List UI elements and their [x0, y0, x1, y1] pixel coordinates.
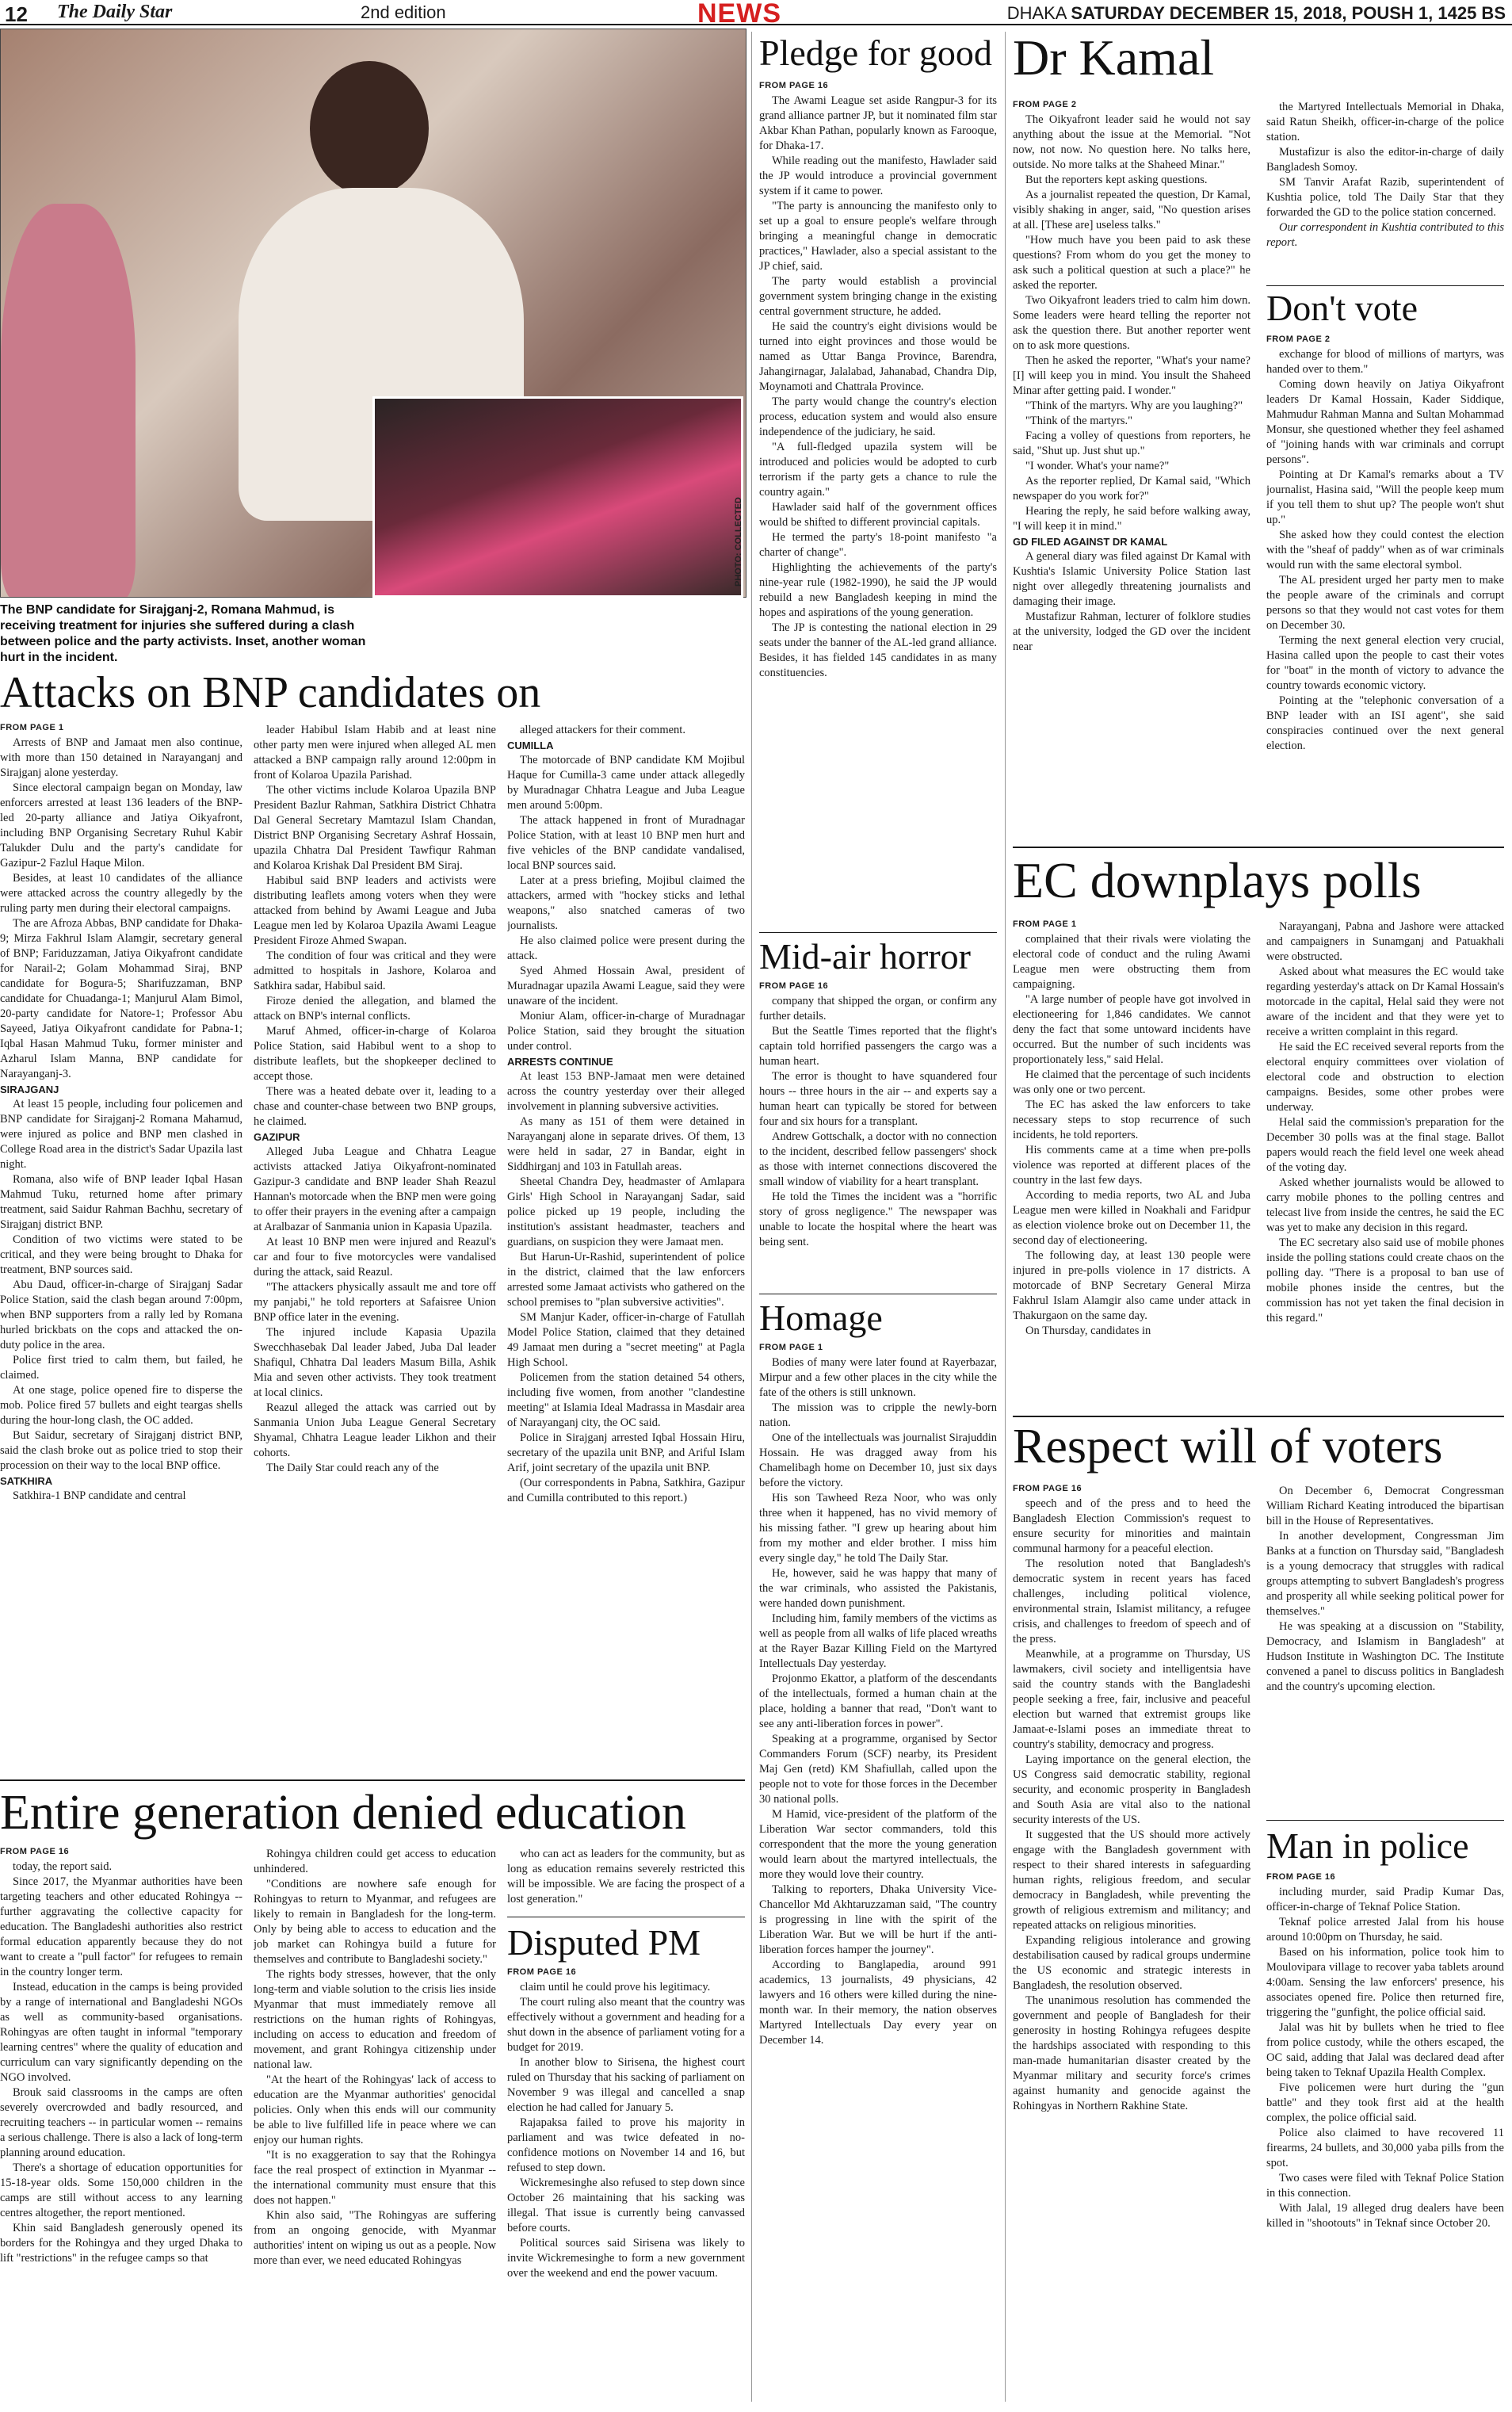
inset-photo [372, 396, 743, 598]
paragraph: The resolution noted that Bangladesh's democratic system in recent years has faced challenges, including political violence, environmental strain, Islamist militancy, a refugee crisis, and challenges to freedom of speech and of the press. [1013, 1558, 1250, 1646]
paragraph: Two cases were filed with Teknaf Police Station in this connection. [1266, 2172, 1504, 2200]
divider-respect [1013, 1416, 1504, 1417]
photo-caption: The BNP candidate for Sirajganj-2, Romana Mahmud, is receiving treatment for injuries she suffered during a clash between police and the party activists. Inset, another woman hurt in the incident. [0, 603, 366, 664]
paragraph: SM Manjur Kader, officer-in-charge of Fatullah Model Police Station, claimed that they detained 49 Jamaat men during a "secret meeting" at Pagla High School. [507, 1311, 745, 1369]
paragraph: Abu Daud, officer-in-charge of Sirajganj Sadar Police Station, said the clash began around 7:00pm, when BNP supporters from a rally led by Romana hurled brickbats on the cops and attacked the on-duty police in the area. [0, 1279, 242, 1351]
paragraph: It suggested that the US should more actively engage with the Bangladesh government with respect to their shared interests in safeguarding human rights, religious freedom, and secular democracy in Bangladesh, while preventing the growth of religious extremism and militancy; and repeated attacks on religious minorities. [1013, 1829, 1250, 1932]
paragraph: With Jalal, 19 alleged drug dealers have been killed in "shootouts" in Teknaf since October 20. [1266, 2202, 1504, 2230]
headline-midair: Mid-air horror [759, 936, 971, 977]
paragraph: While reading out the manifesto, Hawlader said the JP would introduce a provincial government system if it came to power. [759, 155, 997, 197]
paragraph: On Thursday, candidates in [1025, 1324, 1151, 1337]
paragraph: But Harun-Ur-Rashid, superintendent of police in the district, claimed that the law enforcers arrested some Jamaat activists who gathered on the school premises to "plan subversive activities". [507, 1251, 745, 1309]
paragraph: In another development, Congressman Jim Banks at a function on Thursday said, "Bangladesh is a young democracy that struggles with radical groups attempting to subvert Bangladesh's progress and prosperity all while seeking political power for themselves." [1266, 1530, 1504, 1618]
paragraph: Pointing at the "telephonic conversation of a BNP leader with an ISI agent", she said conspiracies continued over the next general election. [1266, 694, 1504, 752]
paragraph: The mission was to cripple the newly-born nation. [759, 1401, 997, 1429]
paragraph: Satkhira-1 BNP candidate and central [13, 1489, 186, 1502]
paragraph: At least 15 people, including four policemen and BNP candidate for Sirajganj-2 Romana Mahamud, were injured as police and BNP men clashed in College Road area in the district's Sadar Upazila last night. [0, 1098, 242, 1171]
paragraph: Arrests of BNP and Jamaat men also continue, with more than 150 detained in Narayanganj and Sirajganj alone yesterday. [0, 736, 242, 779]
paragraph: The Awami League set aside Rangpur-3 for its grand alliance partner JP, but it nominated film star Akbar Khan Pathan, popularly known as Farooque, for Dhaka-17. [759, 94, 997, 152]
subheading: SATKHIRA [0, 1475, 53, 1487]
edition-label: 2nd edition [361, 2, 446, 22]
dateline [1007, 3, 1506, 24]
paragraph: Policemen from the station detained 54 others, including five women, from another "clandestine meeting" at Islamia Ideal Madrassa in Masdair area of Narayanganj city, the OC said. [507, 1371, 745, 1429]
paragraph: the Martyred Intellectuals Memorial in Dhaka, said Ratun Sheikh, officer-in-charge of the police station. [1266, 101, 1504, 143]
paragraph: But Saidur, secretary of Sirajganj district BNP, said the clash broke out as police tried to stop their procession on their way to the local BNP office. [0, 1429, 242, 1472]
paragraph: At least 153 BNP-Jamaat men were detained across the country yesterday over their alleged involvement in planning subversive activities. [507, 1070, 745, 1113]
paragraph: Two Oikyafront leaders tried to calm him down. Some leaders were heard telling the reporter not ask the question there. But another reporter went on to ask more questions. [1013, 294, 1250, 352]
from-disputed: FROM PAGE 16 [507, 1967, 577, 1977]
paragraph: The motorcade of BNP candidate KM Mojibul Haque for Cumilla-3 came under attack allegedly by Muradnagar Chhatra League and Juba League men around 5:00pm. [507, 754, 745, 812]
paragraph: "A large number of people have got involved in electioneering for 1,846 candidates. We cannot deny the fact that some untoward incidents have occurred. But the number of such incidents was proportionately less," said Helal. [1013, 993, 1250, 1066]
dateline-date: SATURDAY DECEMBER 15, 2018, POUSH 1, 1425 BS [1071, 3, 1506, 23]
photo-credit: PHOTO: COLLECTED [734, 497, 743, 587]
paragraph: At least 10 BNP men were injured and Reazul's car and four to five motorcycles were vandalised during the attack, said Reazul. [254, 1236, 496, 1279]
paragraph: Since 2017, the Myanmar authorities have been targeting teachers and other educated Rohingya -- further aggravating the collective capacity for education. The Bangladeshi authorities also restrict formal education apparently because they do not want to create a "pull factor" for refugees to remain in the country longer term. [0, 1875, 242, 1978]
paragraph: Facing a volley of questions from reporters, he said, "Shut up. Just shut up." [1013, 430, 1250, 457]
paragraph: Since electoral campaign began on Monday, law enforcers arrested at least 136 leaders of the BNP-led 20-party alliance and Jatiya Oikyafront, including BNP Organising Secretary Ruhul Kabir Talukder Dulu and the party's candidate for Gazipur-2 Fazlul Haque Milon. [0, 782, 242, 870]
paragraph: The JP is contesting the national election in 29 seats under the banner of the AL-led grand alliance. Besides, it has fielded 145 candidates in as many constituencies. [759, 621, 997, 679]
paragraph: including murder, said Pradip Kumar Das, officer-in-charge of Teknaf Police Station. [1266, 1886, 1504, 1913]
headline-dontvote: Don't vote [1266, 288, 1418, 328]
subheading: GAZIPUR [254, 1131, 300, 1143]
paragraph: Talking to reporters, Dhaka University Vice-Chancellor Md Akhtaruzzaman said, "The country is progressing in line with the spirit of the Liberation War. But we will be hurt if the anti-liberation forces hamper the journey". [759, 1883, 997, 1956]
ec-col-2 [1266, 919, 1504, 1411]
subheading: SIRAJGANJ [0, 1084, 59, 1095]
paragraph: complained that their rivals were violating the electoral code of conduct and the ruling Awami League men were obstructing them from campaigning. [1013, 933, 1250, 991]
paragraph: The EC has asked the law enforcers to take necessary steps to stop recurrence of such incidents, he told reporters. [1013, 1099, 1250, 1141]
paragraph: Laying importance on the general election, the US Congress said democratic stability, regional security, and economic prosperity in Bangladesh and South Asia are vital also to the national security interests of the US. [1013, 1753, 1250, 1826]
paragraph: Narayanganj, Pabna and Jashore were attacked and campaigners in Sunamganj and Patuakhali were obstructed. [1266, 920, 1504, 963]
paragraph: "A full-fledged upazila system will be introduced and policies would be adopted to curb terrorism if the party gets a chance to rule the country again." [759, 441, 997, 499]
paragraph: According to media reports, two AL and Juba League men were killed in Noakhali and Faridpur as election violence broke out on December 11, the second day of electioneering. [1013, 1189, 1250, 1247]
paragraph: "Think of the martyrs." [1025, 415, 1133, 427]
paragraph: He also claimed police were present during the attack. [507, 935, 745, 962]
paragraph: She asked how they could contest the election with the "sheaf of paddy" when as of war criminals would run with the same electoral symbol. [1266, 529, 1504, 571]
paragraph: There's a shortage of education opportunities for 15-18-year olds. Some 150,000 children in the camps are still without access to any learning centres altogether, the report mentioned. [0, 2162, 242, 2219]
paragraph: company that shipped the organ, or confirm any further details. [759, 995, 997, 1023]
paragraph: Condition of two victims were stated to be critical, and they were being brought to Dhaka for treatment, BNP sources said. [0, 1233, 242, 1276]
from-education: FROM PAGE 16 [0, 1847, 70, 1856]
paragraph: Romana, also wife of BNP leader Iqbal Hasan Mahmud Tuku, returned home after primary treatment, said Saidur Rahman Bachhu, secretary of Sirajganj district BNP. [0, 1173, 242, 1231]
paragraph: He told the Times the incident was a "horrific story of gross negligence." The newspaper was unable to locate the hospital where the heart was being sent. [759, 1191, 997, 1248]
paragraph: The Daily Star could reach any of the [266, 1462, 439, 1474]
from-attacks: FROM PAGE 1 [0, 723, 64, 732]
paragraph: Habibul said BNP leaders and activists were distributing leaflets among voters when they were attacked from behind by Awami League and Juba League men led by Kolaroa Upazila Awami League President Firoze Ahmed Swapan. [254, 874, 496, 947]
paragraph: The attack happened in front of Muradnagar Police Station, with at least 10 BNP men hurt and five vehicles of the BNP candidate vandalised, local BNP sources said. [507, 814, 745, 872]
midair-body [759, 994, 997, 1289]
paragraph: "Conditions are nowhere safe enough for Rohingyas to return to Myanmar, and refugees are likely to remain in Bangladesh for the long-term. Only by being able to access to education and the job market can Rohingya build a future for themselves and contribute to Bangladeshi society." [254, 1878, 496, 1966]
from-pledge: FROM PAGE 16 [759, 81, 829, 90]
paragraph: Syed Ahmed Hossain Awal, president of Muradnagar upazila Awami League, said they were unaware of the incident. [507, 965, 745, 1007]
paragraph: leader Habibul Islam Habib and at least nine other party men were injured when alleged AL men attacked a BNP campaign rally around 12:00pm in front of Kolaroa Upazila Parishad. [254, 724, 496, 782]
paragraph: He was speaking at a discussion on "Stability, Democracy, and Islamism in Bangladesh" at Hudson Institute in Washington DC. The Institute convened a panel to discuss politics in Bangladesh and the country's upcoming election. [1266, 1620, 1504, 1693]
from-police: FROM PAGE 16 [1266, 1872, 1336, 1882]
photo-figure-left [1, 204, 136, 598]
subheading: CUMILLA [507, 740, 554, 751]
paragraph: He termed the party's 18-point manifesto "a charter of change". [759, 531, 997, 559]
headline-drkamal: Dr Kamal [1013, 29, 1215, 86]
paragraph: Based on his information, police took him to Moulovipara village to recover yaba tablets around 4:00am. Sensing the law enforcers' presence, his associates opened fire. Police then returned fire, triggering the "gunfight, the police official said. [1266, 1946, 1504, 2019]
paragraph: The other victims include Kolaroa Upazila BNP President Bazlur Rahman, Satkhira District Chhatra Dal General Secretary Mamtazul Islam Chandan, District BNP Organising Secretary Ashraf Hossain, upazila Chhatra Dal President Tawfiqur Rahman and Kolaroa Krishak Dal President BM Siraj. [254, 784, 496, 872]
paragraph: Including him, family members of the victims as well as people from all walks of life placed wreaths at the Rayer Bazar Killing Field on the Martyred Intellectuals Day yesterday. [759, 1612, 997, 1670]
from-midair: FROM PAGE 16 [759, 981, 829, 991]
paragraph: He said the country's eight divisions would be turned into eight provinces and those would be named as Uttar Banga Province, Barendra, Jahangirnagar, Jalalabad, Jahanabad, Chandra Dip, Moynamoti and Chattrala Province. [759, 320, 997, 393]
paragraph: But the Seattle Times reported that the flight's captain told horrified passengers the cargo was a human heart. [759, 1025, 997, 1068]
paragraph: alleged attackers for their comment. [520, 724, 685, 736]
paragraph: M Hamid, vice-president of the platform of the Liberation War sector commanders, told this correspondent that the more the young generation would learn about the martyred intellectuals, the more they would love their country. [759, 1808, 997, 1881]
paragraph: SM Tanvir Arafat Razib, superintendent of Kushtia police, told The Daily Star that they forwarded the GD to the police station concerned. [1266, 176, 1504, 219]
column-rule-b [1005, 32, 1006, 2402]
paragraph: But the reporters kept asking questions. [1025, 174, 1208, 186]
paragraph: Reazul alleged the attack was carried out by Sanmania Union Juba League General Secretary Shyamal, Chhatra League leader Likhon and their cohorts. [254, 1401, 496, 1459]
subheading: ARRESTS CONTINUE [507, 1056, 613, 1068]
paragraph: The injured include Kapasia Upazila Swecchhasebak Dal leader Jabed, Juba Dal leader Shafiqul, Chhatra Dal leaders Masum Billa, Ashik Mia and seven other activists. They took treatment at local clinics. [254, 1326, 496, 1399]
paragraph: Brouk said classrooms in the camps are often severely overcrowded and badly resourced, and recruiting teachers -- in particular women -- remains a serious challenge. There is also a lack of long-term planning around education. [0, 2086, 242, 2159]
paragraph: Khin said Bangladesh generously opened its borders for the Rohingya and they urged Dhaka to lift "restrictions" in the refugee camps so that [0, 2222, 242, 2265]
paragraph: The court ruling also meant that the country was effectively without a government and heading for a shut down in the absence of parliament voting for a budget for 2019. [507, 1996, 745, 2054]
paragraph: His comments came at a time when pre-polls violence was reported at different places of the country in the last few days. [1013, 1144, 1250, 1187]
paragraph: Coming down heavily on Jatiya Oikyafront leaders Dr Kamal Hossain, Kader Siddique, Mahmudur Rahman Manna and Sultan Mohammad Monsur, she questioned whether they feel ashamed of "joining hands with war criminals and corrupt persons". [1266, 378, 1504, 466]
paragraph: The Oikyafront leader said he would not say anything about the issue at the Memorial. "Not now, not now. No question here. No talks here, outside. No more talks at the Shaheed Minar." [1013, 113, 1250, 171]
paragraph: Firoze denied the allegation, and blamed the attack on BNP's internal conflicts. [254, 995, 496, 1023]
education-col-1 [0, 1860, 242, 2406]
paragraph: Expanding religious intolerance and growing destabilisation caused by radical groups undermine the US economic and strategic interests in Bangladesh, the resolution observed. [1013, 1934, 1250, 1992]
paragraph: Projonmo Ekattor, a platform of the descendants of the intellectuals, formed a human chain at the place, holding a banner that read, "Don't want to see any anti-liberation forces in power". [759, 1672, 997, 1730]
homage-body [759, 1355, 997, 2406]
paragraph: "How much have you been paid to ask these questions? From whom do you get the money to ask such a political question at such a place?" he asked the reporter. [1013, 234, 1250, 292]
divider-education [0, 1779, 745, 1781]
paragraph: speech and of the press and to heed the Bangladesh Election Commission's request to ensure security for minorities and maintain communal harmony for a peaceful election. [1013, 1497, 1250, 1555]
headline-attacks: Attacks on BNP candidates on [0, 668, 541, 717]
paragraph: Hawlader said half of the government offices would be shifted to different provincial capitals. [759, 501, 997, 529]
paragraph: Later at a press briefing, Mojibul claimed the attackers, armed with "hockey sticks and lethal weapons," also snatched cameras of two journalists. [507, 874, 745, 932]
paragraph: The EC secretary also said use of mobile phones inside the polling stations could create chaos on the polling day. "There is a proposal to ban use of mobile phones inside the centres, but the commission has not yet taken the final decision in this regard." [1266, 1237, 1504, 1324]
pledge-body [759, 94, 997, 938]
divider-dontvote [1266, 285, 1504, 286]
headline-pledge: Pledge for good [759, 32, 992, 73]
paragraph: "Think of the martyrs. Why are you laughing?" [1025, 399, 1243, 412]
divider-midair [759, 932, 997, 933]
from-drkamal: FROM PAGE 2 [1013, 100, 1077, 109]
paragraph: Besides, at least 10 candidates of the alliance were attacked across the country allegedly by the ruling party men during their electoral campaigns. [0, 872, 242, 915]
paragraph: Police in Sirajganj arrested Iqbal Hossain Hiru, secretary of the upazila unit BNP, and Ariful Islam Arif, joint secretary of the upazila unit BNP. [507, 1432, 745, 1474]
section-label: NEWS [697, 0, 781, 29]
divider-ec [1013, 847, 1504, 848]
paragraph: Mustafizur Rahman, lecturer of folklore studies at the university, lodged the GD over the incident near [1013, 610, 1250, 653]
ec-col-1 [1013, 932, 1250, 1411]
paragraph: His son Tawheed Reza Noor, who was only three when it happened, has no vivid memory of his missing father. "I grew up hearing about him from my mother and elder brother. I miss him every single day," he told The Daily Star. [759, 1492, 997, 1565]
paragraph: exchange for blood of millions of martyrs, was handed over to them." [1266, 348, 1504, 376]
paragraph: "I wonder. What's your name?" [1025, 460, 1170, 472]
paragraph: The party would change the country's election process, education system and would also ensure independence of the judiciary, he said. [759, 396, 997, 438]
paragraph: The rights body stresses, however, that the only long-term and viable solution to the crisis lies inside Myanmar that must immediately remove all restrictions on the human rights of Rohingyas, including on access to education and freedom of movement, and grant Rohingya citizenship under national law. [254, 1968, 496, 2071]
paragraph: He claimed that the percentage of such incidents was only one or two percent. [1013, 1068, 1250, 1096]
paragraph: Instead, education in the camps is being provided by a range of international and Bangladeshi NGOs as well as community-based organisations. Rohingyas are often taught in informal "temporary learning centres" where the quality of education and curriculum can vary significantly depending on the NGO involved. [0, 1981, 242, 2084]
column-rule-a [751, 32, 752, 2402]
paragraph: Wickremesinghe also refused to step down since October 26 maintaining that his sacking was illegal. That issue is currently being canvassed before courts. [507, 2177, 745, 2234]
paragraph: The condition of four was critical and they were admitted to hospitals in Jashore, Kolaroa and Satkhira sadar, Habibul said. [254, 950, 496, 992]
from-dontvote: FROM PAGE 2 [1266, 334, 1331, 344]
paragraph: The are Afroza Abbas, BNP candidate for Dhaka-9; Mirza Fakhrul Islam Alamgir, secretary general of BNP; Fariduzzaman, Jatiya Oikyafront candidate for Narail-2; Golam Mohammad Siraj, BNP candidate for Bogura-5; Sharifuzzaman, BNP candidate for Chuadanga-1; Manjurul Alam Bimol, 20-party candidate for Natore-1; Professor Abu Sayeed, Jatiya Oikyafront candidate for Pabna-1; Iqbal Hasan Mahmud Tuku, former minister and Azharul Islam Manna, BNP candidate for Narayanganj-3. [0, 917, 242, 1080]
paragraph: A general diary was filed against Dr Kamal with Kushtia's Islamic University Police Station last night over allegedly threatening journalists and damaging their image. [1013, 550, 1250, 608]
disputed-body [507, 1980, 745, 2406]
education-col-3 [507, 1847, 745, 1913]
paragraph: Bodies of many were later found at Rayerbazar, Mirpur and a few other places in the city while the fate of the others is still unknown. [759, 1356, 997, 1399]
paragraph: Five policemen were hurt during the "gun battle" and they took first aid at the health complex, the police official said. [1266, 2081, 1504, 2124]
paragraph: As many as 151 of them were detained in Narayanganj alone in separate drives. Of them, 13 were held in sadar, 27 in Bandar, eight in Siddhirganj and 103 in Fatullah areas. [507, 1115, 745, 1173]
police-body [1266, 1885, 1504, 2406]
dontvote-body [1266, 347, 1504, 842]
paragraph: who can act as leaders for the community, but as long as education remains severely restricted this will be impossible. We are facing the prospect of a lost generation." [507, 1848, 745, 1906]
paragraph: One of the intellectuals was journalist Sirajuddin Hossain. He was dragged away from his Chamelibagh home on December 10, just six days before the victory. [759, 1432, 997, 1489]
paragraph: The unanimous resolution has commended the government and people of Bangladesh for their generosity in hosting Rohingya refugees despite the hardships associated with responding to this man-made humanitarian disaster created by the Myanmar military and security force's crimes against humanity and genocide against the Rohingyas in Northern Rakhine State. [1013, 1994, 1250, 2112]
paragraph: On December 6, Democrat Congressman William Richard Keating introduced the bipartisan bill in the House of Representatives. [1266, 1485, 1504, 1527]
paragraph: Asked whether journalists would be allowed to carry mobile phones to the polling centres and telecast live from inside the centres, he said the EC was yet to make any decision in this regard. [1266, 1176, 1504, 1234]
paragraph: Mustafizur is also the editor-in-charge of daily Bangladesh Somoy. [1266, 146, 1504, 174]
paragraph: Speaking at a programme, organised by Sector Commanders Forum (SCF) nearby, its President Maj Gen (retd) KM Shafiullah, called upon the people not to vote for those forces in the December 30 national polls. [759, 1733, 997, 1806]
paragraph: Asked about what measures the EC would take regarding yesterday's attack on Dr Kamal Hossain's motorcade in the capital, Helal said they were not aware of the incident and that they were yet to receive a written complaint in this regard. [1266, 965, 1504, 1038]
headline-disputed: Disputed PM [507, 1922, 701, 1963]
attacks-col-1 [0, 736, 242, 1774]
paragraph: claim until he could prove his legitimacy. [520, 1981, 711, 1993]
drkamal-col-1 [1013, 113, 1250, 842]
paragraph: Police first tried to calm them, but failed, he claimed. [0, 1354, 242, 1382]
education-col-2 [254, 1847, 496, 2406]
paragraph: "The party is announcing the manifesto only to set up a goal to ensure people's welfare through bringing a meaningful change in democratic practices," Hawlader, also a special assistant to the JP chief, said. [759, 200, 997, 273]
paragraph: Meanwhile, at a programme on Thursday, US lawmakers, civil society and intelligentsia have said the country stands with the Bangladeshi people seeking a free, fair, inclusive and peaceful election but warned that extremist groups like Jamaat-e-Islami poses an immediate threat to country's stability, democracy and progress. [1013, 1648, 1250, 1751]
paragraph: Pointing at Dr Kamal's remarks about a TV journalist, Hasina said, "Will the people keep mum if you tell them to shut up? The people won't shut up." [1266, 468, 1504, 526]
paper-name: The Daily Star [57, 2, 173, 22]
attacks-col-3 [507, 723, 745, 1774]
headline-respect: Respect will of voters [1013, 1420, 1443, 1474]
photo-figure-head [310, 61, 429, 196]
paragraph: Andrew Gottschalk, a doctor with no connection to the incident, described fellow passengers' shock as those with internet connections discovered the small window of viability for a heart transplant. [759, 1130, 997, 1188]
paragraph: Our correspondent in Kushtia contributed to this report. [1266, 221, 1504, 249]
paragraph: "The attackers physically assault me and tore off my panjabi," he told reporters at Safaisree Union BNP office later in the evening. [254, 1281, 496, 1324]
subheading: GD FILED AGAINST DR KAMAL [1013, 536, 1168, 548]
headline-ec: EC downplays polls [1013, 852, 1422, 908]
respect-col-2 [1266, 1484, 1504, 1817]
paragraph: As a journalist repeated the question, Dr Kamal, visibly shaking in anger, said, "No question arises at all. [These are] useless talks." [1013, 189, 1250, 231]
divider-police [1266, 1820, 1504, 1821]
drkamal-col-2 [1266, 100, 1504, 282]
respect-col-1 [1013, 1497, 1250, 2406]
paragraph: Rohingya children could get access to education unhindered. [254, 1848, 496, 1875]
paragraph: As the reporter replied, Dr Kamal said, "Which newspaper do you work for?" [1013, 475, 1250, 503]
paragraph: The party would establish a provincial government system bringing change in the existing central government structure, he added. [759, 275, 997, 318]
from-homage: FROM PAGE 1 [759, 1343, 823, 1352]
paragraph: "At the heart of the Rohingyas' lack of access to education are the Myanmar authorities' genocidal policies. Only when this ends will our community be able to live fulfilled life in peace where we can enjoy our human rights. [254, 2074, 496, 2146]
paragraph: Political sources said Sirisena was likely to invite Wickremesinghe to form a new government over the weekend and end the power vacuum. [507, 2237, 745, 2280]
paragraph: Police also claimed to have recovered 11 firearms, 24 bullets, and 30,000 yaba pills from the spot. [1266, 2127, 1504, 2169]
paragraph: Terming the next general election very crucial, Hasina called upon the people to cast their votes for "boat" in the month of victory to advance the country towards economic victory. [1266, 634, 1504, 692]
paragraph: Jalal was hit by bullets when he tried to flee from police custody, while the others escaped, the OC said, adding that Jalal was declared dead after being taken to Teknaf Upazila Health Complex. [1266, 2021, 1504, 2079]
paragraph: Hearing the reply, he said before walking away, "I will keep it in mind." [1013, 505, 1250, 533]
paragraph: Helal said the commission's preparation for the December 30 polls was at the final stage. Ballot papers would reach the field level one week ahead of the voting day. [1266, 1116, 1504, 1174]
paragraph: (Our correspondents in Pabna, Satkhira, Gazipur and Cumilla contributed to this report.) [507, 1477, 745, 1504]
paragraph: Khin also said, "The Rohingyas are suffering from an ongoing genocide, with Myanmar authorities' intent on wiping us out as a people. Now more than ever, we need educated Rohingyas [254, 2209, 496, 2267]
paragraph: Alleged Juba League and Chhatra League activists attacked Jatiya Oikyafront-nominated Gazipur-3 candidate and BNP leader Shah Reazul Hannan's motorcade when the BNP men were going to offer their prayers in the evening after a campaign at Aralbazar of Sanmania union in Kapasia Upazila. [254, 1145, 496, 1233]
paragraph: He, however, said he was happy that many of the war criminals, who assisted the Pakistanis, were handed down punishment. [759, 1567, 997, 1610]
paragraph: Teknaf police arrested Jalal from his house around 10:00pm on Thursday, he said. [1266, 1916, 1504, 1944]
from-respect: FROM PAGE 16 [1013, 1484, 1082, 1493]
paragraph: Maruf Ahmed, officer-in-charge of Kolaroa Police Station, said Habibul went to a shop to distribute leaflets, but the shopkeeper declined to accept those. [254, 1025, 496, 1083]
paragraph: Then he asked the reporter, "What's your name? [I] will keep you in mind. You insult the Shaheed Minar after getting paid. I wonder." [1013, 354, 1250, 397]
paragraph: There was a heated debate over it, leading to a chase and counter-chase between two BNP groups, he claimed. [254, 1085, 496, 1128]
paragraph: He said the EC received several reports from the electoral enquiry committees over violation of electoral code and obstruction to election campaigns. Besides, some other probes were underway. [1266, 1041, 1504, 1114]
headline-police: Man in police [1266, 1825, 1469, 1866]
paragraph: today, the report said. [13, 1860, 113, 1873]
from-ec: FROM PAGE 1 [1013, 919, 1077, 929]
paragraph: Rajapaksa failed to prove his majority in parliament and was twice defeated in no-confidence motions on November 14 and 16, but refused to step down. [507, 2116, 745, 2174]
paragraph: Moniur Alam, officer-in-charge of Muradnagar Police Station, said they brought the situation under control. [507, 1010, 745, 1053]
paragraph: The following day, at least 130 people were injured in pre-polls violence in 17 districts. A motorcade of BNP Secretary General Mirza Fakhrul Islam Alamgir also came under attack in Thakurgaon on the same day. [1013, 1249, 1250, 1322]
paragraph: In another blow to Sirisena, the highest court ruled on Thursday that his sacking of parliament on November 9 was illegal and cancelled a snap election he had called for January 5. [507, 2056, 745, 2114]
headline-homage: Homage [759, 1298, 883, 1338]
paragraph: The error is thought to have squandered four hours -- three hours in the air -- and experts say a human heart can typically be stored for between four and six hours for a transplant. [759, 1070, 997, 1128]
paragraph: "It is no exaggeration to say that the Rohingya face the real prospect of extinction in Myanmar -- the international community must ensure that this does not happen." [254, 2149, 496, 2207]
headline-education: Entire generation denied education [0, 1786, 686, 1840]
paragraph: The AL president urged her party men to make the people aware of the criminals and corrupt persons so that they would not cast votes for them on December 30. [1266, 574, 1504, 632]
paragraph: According to Banglapedia, around 991 academics, 13 journalists, 49 physicians, 42 lawyers and 16 others were killed during the nine-month war. In their memory, the nation observes Martyred Intellectuals Day every year on December 14. [759, 1959, 997, 2047]
paragraph: At one stage, police opened fire to disperse the mob. Police fired 57 bullets and eight teargas shells during the hour-long clash, the OC added. [0, 1384, 242, 1427]
paragraph: Sheetal Chandra Dey, headmaster of Amlapara Girls' High School in Narayanganj Sadar, said police picked up 19 people, including the institution's assistant headmaster, teachers and guardians, on suspicion they were Jamaat men. [507, 1175, 745, 1248]
dateline-city: DHAKA [1006, 3, 1067, 23]
paragraph: Highlighting the achievements of the party's nine-year rule (1982-1990), he said the JP would rebuild a new Bangladesh keeping in mind the hopes and aspirations of the young generation. [759, 561, 997, 619]
page-number: 12 [5, 2, 28, 26]
attacks-col-2 [254, 723, 496, 1774]
